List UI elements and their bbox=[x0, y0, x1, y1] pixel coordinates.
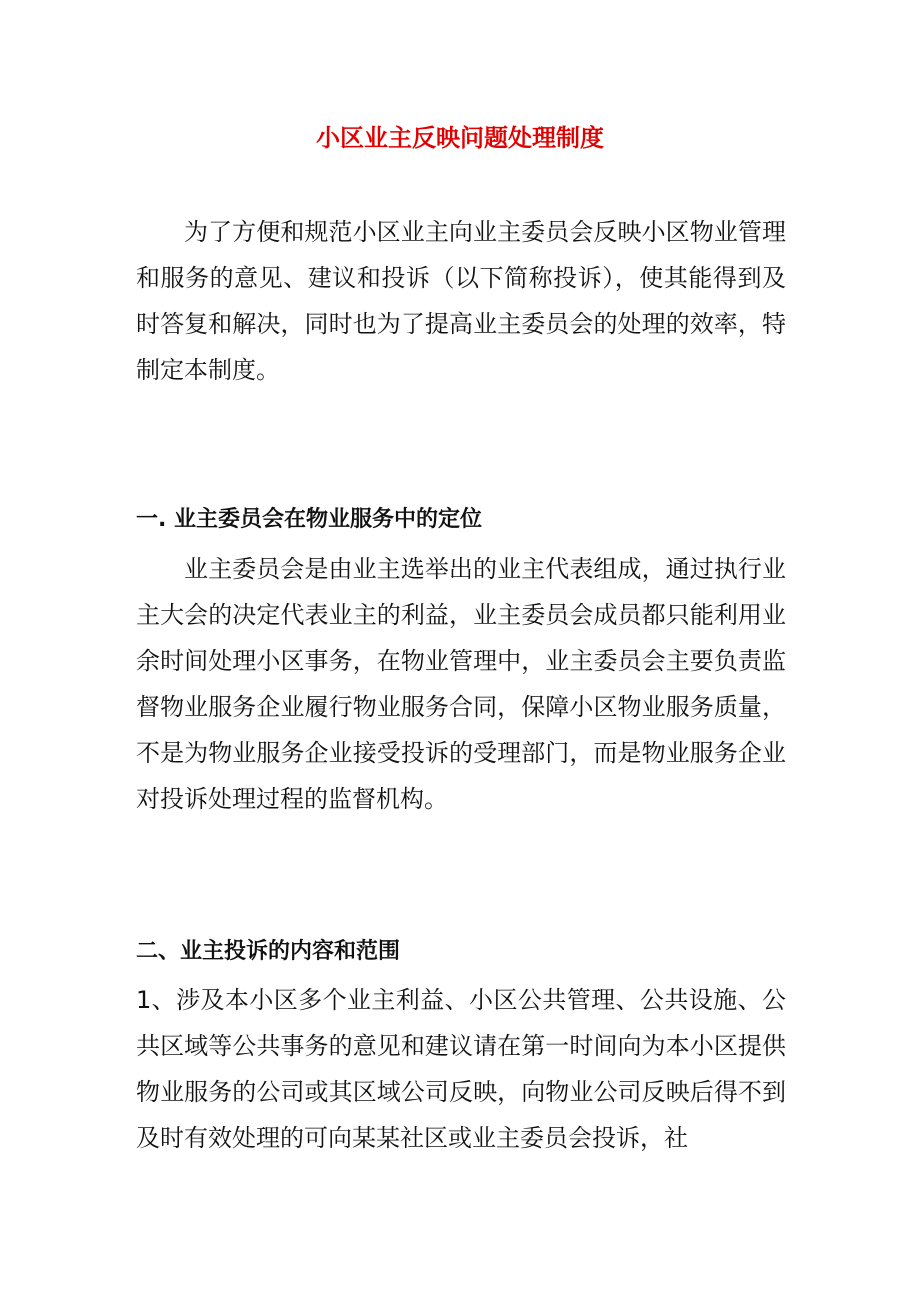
section-2-item-1: 1、涉及本小区多个业主利益、小区公共管理、公共设施、公共区域等公共事务的意见和建议请在第一时间向为本小区提供物业服务的公司或其区域公司反映，向物业公司反映后得不到及时有效处理的可向某某社区或业主委员会投诉，社 bbox=[136, 986, 786, 1152]
intro-paragraph: 为了方便和规范小区业主向业主委员会反映小区物业管理和服务的意见、建议和投诉（以下简称投诉），使其能得到及时答复和解决，同时也为了提高业主委员会的处理的效率，特制定本制度。 bbox=[136, 218, 786, 384]
section-1-body: 业主委员会是由业主选举出的业主代表组成，通过执行业主大会的决定代表业主的利益，业主委员会成员都只能利用业余时间处理小区事务，在物业管理中，业主委员会主要负责监督物业服务企业履行物业服务合同，保障小区物业服务质量，不是为物业服务企业接受投诉的受理部门，而是物业服务企业对投诉处理过程的监督机构。 bbox=[136, 555, 786, 813]
section-2-heading: 二、业主投诉的内容和范围 bbox=[136, 939, 401, 964]
section-1-heading: 一. 业主委员会在物业服务中的定位 bbox=[136, 507, 483, 532]
document-title: 小区业主反映问题处理制度 bbox=[316, 124, 604, 152]
